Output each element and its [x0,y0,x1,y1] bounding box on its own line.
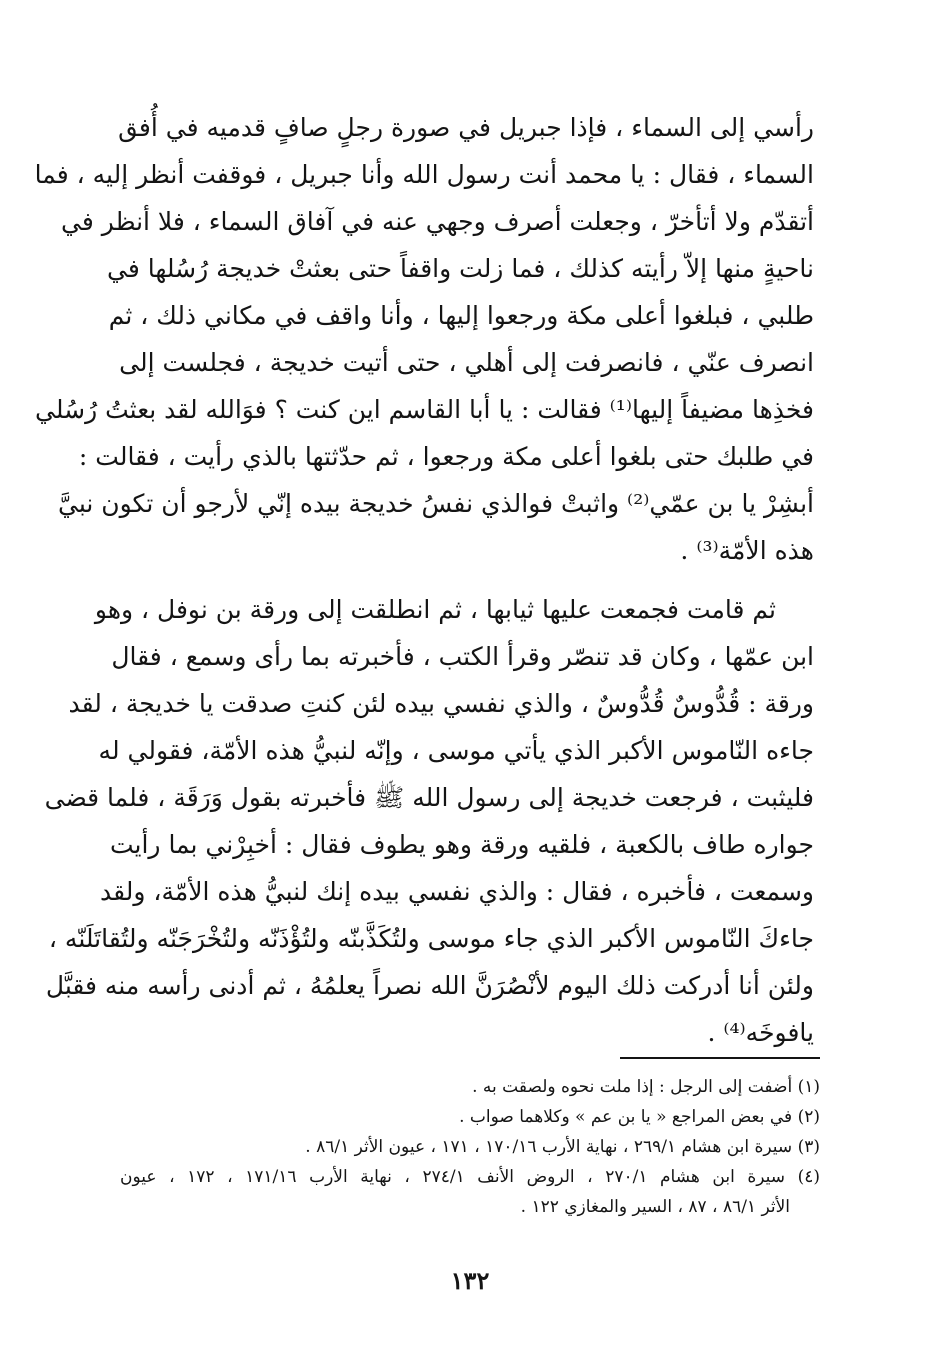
footnote-2: (٢) في بعض المراجع « يا بن عم » وكلاهما صواب . [459,1107,820,1127]
text-line: طلبي ، فبلغوا أعلى مكة ورجعوا إليها ، وأنا واقف في مكاني ذلك ، ثم [108,301,814,330]
footnotes [120,1072,820,1222]
footnote-3: (٣) سيرة ابن هشام ٢٦٩/١ ، نهاية الأرب ١٧٠/١٦ ، ١٧١ ، عيون الأثر ٨٦/١ . [305,1137,820,1157]
text-line: في طلبك حتى بلغوا أعلى مكة ورجعوا ، ثم حدّثتها بالذي رأيت ، فقالت : [78,442,814,471]
text-line: أتقدّم ولا أتأخرّ ، وجعلت أصرف وجهي عنه في آفاق السماء ، فلا أنظر في [61,207,814,236]
text-line: جاءكَ النّاموس الأكبر الذي جاء موسى ولتُكَذَّبنّه ولتُؤْذَنّه ولتُخْرَجَنّه ولتُقاتَلَنّه ، [48,924,814,953]
text-line: ابن عمّها ، وكان قد تنصّر وقرأ الكتب ، فأخبرته بما رأى وسمع ، فقال [111,642,814,671]
footnote-4-continued: الأثر ٨٦/١ ، ٨٧ ، السير والمغازي ١٢٢ . [520,1197,790,1217]
text-line: ناحيةٍ منها إلاّ رأيته كذلك ، فما زلت واقفاً حتى بعثتْ خديجة رُسُلها في [106,254,814,283]
text-line: فليثبت ، فرجعت خديجة إلى رسول الله ﷺ فأخبرته بقول وَرَقَة ، فلما قضى [44,783,814,812]
text-line: وسمعت ، فأخبره ، فقال : والذي نفسي بيده إنك لنبيُّ هذه الأمّة، ولقد [99,877,814,906]
footnote-1: (١) أضفت إلى الرجل : إذا ملت نحوه ولصقت به . [472,1077,820,1097]
text-line: يافوخَه⁽⁴⁾ . [707,1018,814,1047]
text-line: ولئن أنا أدركت ذلك اليوم لأنْصُرَنَّ الله نصراً يعلمُهُ ، ثم أدنى رأسه منه فقبَّل [45,971,814,1000]
text-line: ثم قامت فجمعت عليها ثيابها ، ثم انطلقت إلى ورقة بن نوفل ، وهو [94,595,776,624]
page-number: ١٣٢ [450,1266,490,1295]
footnote-divider [620,1057,820,1059]
text-line: جواره طاف بالكعبة ، فلقيه ورقة وهو يطوف فقال : أخبِرْني بما رأيت [109,830,814,859]
text-line: انصرف عنّي ، فانصرفت إلى أهلي ، حتى أتيت خديجة ، فجلست إلى [119,348,814,377]
text-line: ورقة : قُدُّوسٌ قُدُّوسٌ ، والذي نفسي بيده لئن كنتِ صدقت يا خديجة ، لقد [68,689,814,718]
text-line: السماء ، فقال : يا محمد أنت رسول الله وأنا جبريل ، فوقفت أنظر إليه ، فما [34,160,814,189]
footnote-4: (٤) سيرة ابن هشام ٢٧٠/١ ، الروض الأنف ٢٧٤/١ ، نهاية الأرب ١٧١/١٦ ، ١٧٢ ، عيون [120,1167,820,1187]
text-line: هذه الأمّة⁽³⁾ . [680,536,814,565]
text-line: أبشِرْ يا بن عمّي⁽²⁾ واثبتْ فوالذي نفسُ خديجة بيده إنّي لأرجو أن تكون نبيَّ [58,489,814,518]
main-text [34,104,814,1056]
text-line: رأسي إلى السماء ، فإذا جبريل في صورة رجلٍ صافٍ قدميه في أُفق [118,113,814,142]
text-line: فخذِها مضيفاً إليها⁽¹⁾ فقالت : يا أبا القاسم اين كنت ؟ فوَالله لقد بعثتُ رُسُلي [35,395,814,424]
paragraph-gap [120,574,814,586]
text-line: جاءه النّاموس الأكبر الذي يأتي موسى ، وإنّه لنبيُّ هذه الأمّة، فقولي له [98,736,814,765]
